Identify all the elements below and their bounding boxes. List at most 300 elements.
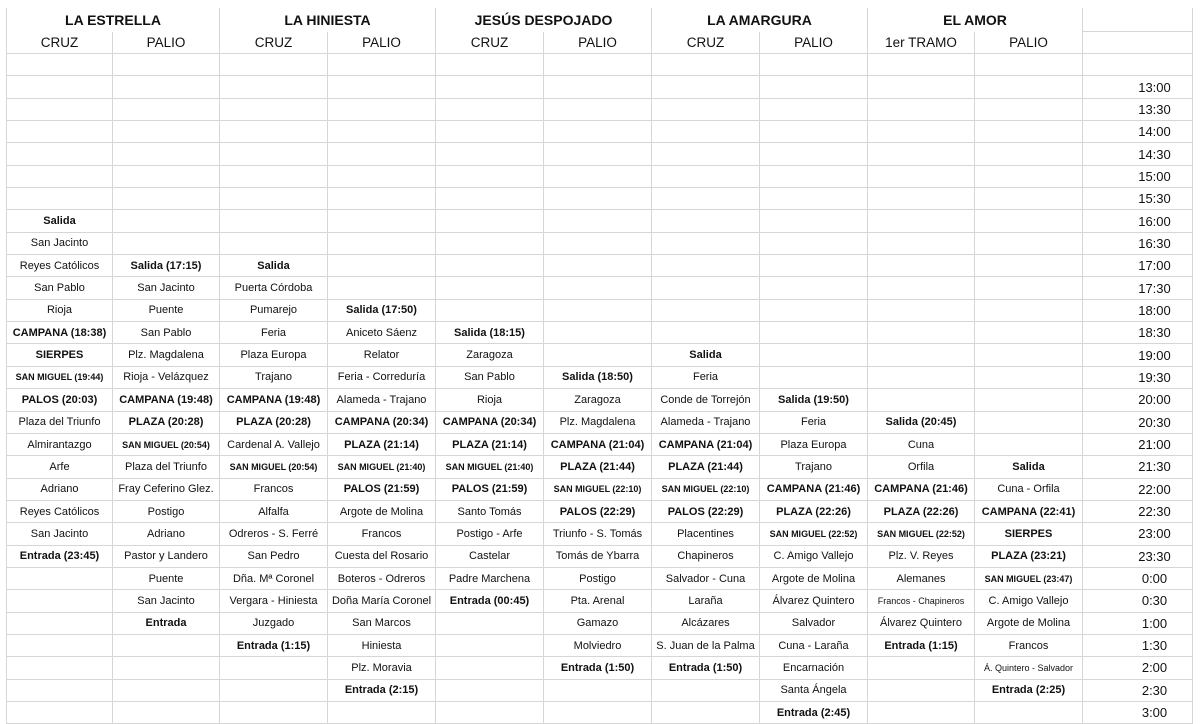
route-cell: Zaragoza <box>544 389 652 411</box>
empty-cell <box>652 76 760 98</box>
empty-cell <box>760 166 868 188</box>
route-cell: Salvador - Cuna <box>652 568 760 590</box>
route-cell: SIERPES <box>975 523 1083 545</box>
time-cell: 17:00 <box>1083 255 1193 277</box>
route-cell: Alameda - Trajano <box>652 412 760 434</box>
empty-cell <box>113 635 220 657</box>
route-cell: Francos <box>328 523 436 545</box>
empty-cell <box>652 121 760 143</box>
empty-cell <box>760 76 868 98</box>
time-cell: 15:00 <box>1083 166 1193 188</box>
time-cell: 16:30 <box>1083 233 1193 255</box>
route-cell: San Marcos <box>328 613 436 635</box>
empty-cell <box>652 300 760 322</box>
route-cell: Plaza del Triunfo <box>113 456 220 478</box>
route-cell: Feria <box>652 367 760 389</box>
route-cell: SAN MIGUEL (21:40) <box>328 456 436 478</box>
empty-cell <box>652 99 760 121</box>
route-cell: Salida (18:15) <box>436 322 544 344</box>
route-cell: Reyes Católicos <box>6 255 113 277</box>
route-cell: Argote de Molina <box>975 613 1083 635</box>
empty-cell <box>544 277 652 299</box>
route-cell: SAN MIGUEL (20:54) <box>220 456 328 478</box>
route-cell: Entrada (1:15) <box>220 635 328 657</box>
route-cell: SAN MIGUEL (20:54) <box>113 434 220 456</box>
route-cell: CAMPANA (19:48) <box>113 389 220 411</box>
empty-cell <box>6 635 113 657</box>
route-cell: Postigo <box>544 568 652 590</box>
route-cell: PALOS (22:29) <box>544 501 652 523</box>
route-cell: CAMPANA (20:34) <box>436 412 544 434</box>
route-cell: Hiniesta <box>328 635 436 657</box>
empty-cell <box>868 121 975 143</box>
column-header: PALIO <box>760 32 868 54</box>
route-cell: Rioja <box>436 389 544 411</box>
empty-cell <box>113 76 220 98</box>
empty-cell <box>868 210 975 232</box>
empty-cell <box>544 76 652 98</box>
empty-cell <box>113 233 220 255</box>
route-cell: Salida <box>220 255 328 277</box>
route-cell: Santa Ángela <box>760 680 868 702</box>
empty-cell <box>868 344 975 366</box>
empty-cell <box>328 233 436 255</box>
empty-cell <box>6 188 113 210</box>
route-cell: Placentines <box>652 523 760 545</box>
route-cell: C. Amigo Vallejo <box>760 546 868 568</box>
empty-cell <box>436 277 544 299</box>
empty-cell <box>436 210 544 232</box>
empty-cell <box>6 99 113 121</box>
schedule-table <box>6 8 1193 724</box>
route-cell: Salida (17:50) <box>328 300 436 322</box>
empty-cell <box>220 54 328 76</box>
route-cell: Cuna <box>868 434 975 456</box>
route-cell: PLAZA (21:44) <box>652 456 760 478</box>
empty-cell <box>436 143 544 165</box>
route-cell: Puerta Córdoba <box>220 277 328 299</box>
empty-cell <box>6 54 113 76</box>
route-cell: CAMPANA (19:48) <box>220 389 328 411</box>
empty-cell <box>544 166 652 188</box>
time-cell: 1:30 <box>1083 635 1193 657</box>
route-cell: Entrada (1:15) <box>868 635 975 657</box>
empty-cell <box>113 680 220 702</box>
route-cell: Plaza Europa <box>760 434 868 456</box>
route-cell: CAMPANA (21:04) <box>652 434 760 456</box>
route-cell: S. Juan de la Palma <box>652 635 760 657</box>
route-cell: Salida <box>652 344 760 366</box>
route-cell: San Jacinto <box>6 523 113 545</box>
route-cell: Álvarez Quintero <box>760 590 868 612</box>
route-cell: CAMPANA (21:46) <box>868 479 975 501</box>
route-cell: Postigo - Arfe <box>436 523 544 545</box>
route-cell: Castelar <box>436 546 544 568</box>
empty-cell <box>544 143 652 165</box>
time-cell: 13:30 <box>1083 99 1193 121</box>
column-header: CRUZ <box>436 32 544 54</box>
route-cell: San Pedro <box>220 546 328 568</box>
route-cell: Odreros - S. Ferré <box>220 523 328 545</box>
empty-cell <box>975 76 1083 98</box>
group-header: LA HINIESTA <box>220 8 436 32</box>
route-cell: Entrada (00:45) <box>436 590 544 612</box>
empty-cell <box>113 210 220 232</box>
route-cell: Francos <box>975 635 1083 657</box>
empty-cell <box>113 143 220 165</box>
route-cell: CAMPANA (21:46) <box>760 479 868 501</box>
empty-cell <box>975 412 1083 434</box>
empty-cell <box>328 143 436 165</box>
route-cell: Alameda - Trajano <box>328 389 436 411</box>
empty-cell <box>220 657 328 679</box>
route-cell: SAN MIGUEL (22:10) <box>544 479 652 501</box>
route-cell: Chapineros <box>652 546 760 568</box>
empty-cell <box>652 143 760 165</box>
empty-cell <box>328 277 436 299</box>
empty-cell <box>436 613 544 635</box>
empty-cell <box>544 233 652 255</box>
empty-cell <box>975 188 1083 210</box>
empty-cell <box>975 233 1083 255</box>
empty-cell <box>868 389 975 411</box>
route-cell: Cuna - Laraña <box>760 635 868 657</box>
time-cell: 14:30 <box>1083 143 1193 165</box>
empty-cell <box>220 188 328 210</box>
empty-cell <box>113 657 220 679</box>
route-cell: Plz. Magdalena <box>544 412 652 434</box>
route-cell: Zaragoza <box>436 344 544 366</box>
time-cell: 0:00 <box>1083 568 1193 590</box>
route-cell: Salida (17:15) <box>113 255 220 277</box>
empty-cell <box>6 76 113 98</box>
empty-cell <box>652 210 760 232</box>
route-cell: Álvarez Quintero <box>868 613 975 635</box>
empty-cell <box>760 99 868 121</box>
route-cell: Orfila <box>868 456 975 478</box>
route-cell: Almirantazgo <box>6 434 113 456</box>
time-cell: 20:30 <box>1083 412 1193 434</box>
route-cell: PLAZA (23:21) <box>975 546 1083 568</box>
empty-cell <box>220 143 328 165</box>
empty-cell <box>6 143 113 165</box>
empty-cell <box>760 300 868 322</box>
empty-cell <box>760 54 868 76</box>
route-cell: SAN MIGUEL (22:52) <box>868 523 975 545</box>
route-cell: Cuesta del Rosario <box>328 546 436 568</box>
empty-cell <box>868 255 975 277</box>
route-cell: Francos - Chapineros <box>868 590 975 612</box>
route-cell: Encarnación <box>760 657 868 679</box>
empty-cell <box>652 277 760 299</box>
time-cell: 23:00 <box>1083 523 1193 545</box>
route-cell: Salida <box>975 456 1083 478</box>
time-cell: 16:00 <box>1083 210 1193 232</box>
route-cell: CAMPANA (21:04) <box>544 434 652 456</box>
empty-cell <box>328 54 436 76</box>
empty-cell <box>868 367 975 389</box>
route-cell: PLAZA (21:14) <box>328 434 436 456</box>
route-cell: Dña. Mª Coronel <box>220 568 328 590</box>
route-cell: Adriano <box>6 479 113 501</box>
time-cell: 13:00 <box>1083 76 1193 98</box>
empty-cell <box>652 322 760 344</box>
time-cell: 15:30 <box>1083 188 1193 210</box>
route-cell: Salvador <box>760 613 868 635</box>
empty-cell <box>975 210 1083 232</box>
route-cell: Plz. Magdalena <box>113 344 220 366</box>
route-cell: Molviedro <box>544 635 652 657</box>
route-cell: C. Amigo Vallejo <box>975 590 1083 612</box>
empty-cell <box>436 300 544 322</box>
empty-cell <box>760 367 868 389</box>
time-cell: 18:00 <box>1083 300 1193 322</box>
route-cell: Vergara - Hiniesta <box>220 590 328 612</box>
empty-cell <box>544 702 652 724</box>
route-cell: Laraña <box>652 590 760 612</box>
column-header: CRUZ <box>652 32 760 54</box>
empty-cell <box>220 76 328 98</box>
empty-cell <box>652 54 760 76</box>
empty-cell <box>328 255 436 277</box>
route-cell: Feria - Correduría <box>328 367 436 389</box>
empty-cell <box>652 166 760 188</box>
column-header: 1er TRAMO <box>868 32 975 54</box>
time-cell: 22:00 <box>1083 479 1193 501</box>
empty-cell <box>328 76 436 98</box>
empty-cell <box>868 322 975 344</box>
route-cell: Santo Tomás <box>436 501 544 523</box>
group-header: EL AMOR <box>868 8 1083 32</box>
empty-cell <box>436 54 544 76</box>
route-cell: Doña María Coronel <box>328 590 436 612</box>
route-cell: Pastor y Landero <box>113 546 220 568</box>
route-cell: SAN MIGUEL (22:52) <box>760 523 868 545</box>
empty-cell <box>328 166 436 188</box>
empty-cell <box>975 344 1083 366</box>
empty-cell <box>975 434 1083 456</box>
route-cell: Tomás de Ybarra <box>544 546 652 568</box>
route-cell: Alcázares <box>652 613 760 635</box>
route-cell: PLAZA (22:26) <box>868 501 975 523</box>
route-cell: Boteros - Odreros <box>328 568 436 590</box>
time-cell: 19:00 <box>1083 344 1193 366</box>
empty-cell <box>113 166 220 188</box>
empty-cell <box>975 367 1083 389</box>
route-cell: PLAZA (21:14) <box>436 434 544 456</box>
route-cell: San Pablo <box>113 322 220 344</box>
route-cell: Á. Quintero - Salvador <box>975 657 1083 679</box>
empty-cell <box>436 702 544 724</box>
route-cell: Alfalfa <box>220 501 328 523</box>
empty-cell <box>113 702 220 724</box>
route-cell: Argote de Molina <box>760 568 868 590</box>
time-cell: 1:00 <box>1083 613 1193 635</box>
route-cell: Fray Ceferino Glez. <box>113 479 220 501</box>
empty-cell <box>868 233 975 255</box>
route-cell: San Jacinto <box>113 590 220 612</box>
empty-cell <box>975 300 1083 322</box>
time-cell: 18:30 <box>1083 322 1193 344</box>
empty-cell <box>328 121 436 143</box>
empty-cell <box>220 121 328 143</box>
empty-cell <box>220 99 328 121</box>
route-cell: Plz. Moravia <box>328 657 436 679</box>
empty-cell <box>544 255 652 277</box>
empty-cell <box>652 255 760 277</box>
route-cell: CAMPANA (22:41) <box>975 501 1083 523</box>
empty-cell <box>544 322 652 344</box>
empty-cell <box>868 300 975 322</box>
empty-cell <box>975 322 1083 344</box>
route-cell: Entrada (1:50) <box>544 657 652 679</box>
route-cell: Argote de Molina <box>328 501 436 523</box>
route-cell: Entrada (1:50) <box>652 657 760 679</box>
route-cell: PALOS (21:59) <box>436 479 544 501</box>
empty-cell <box>328 188 436 210</box>
empty-cell <box>436 635 544 657</box>
route-cell: PALOS (20:03) <box>6 389 113 411</box>
time-blank <box>1083 54 1193 76</box>
empty-cell <box>975 99 1083 121</box>
empty-cell <box>328 210 436 232</box>
route-cell: San Jacinto <box>113 277 220 299</box>
empty-cell <box>868 143 975 165</box>
route-cell: PLAZA (20:28) <box>113 412 220 434</box>
empty-cell <box>760 322 868 344</box>
empty-cell <box>6 657 113 679</box>
time-subheader-blank <box>1083 32 1193 54</box>
empty-cell <box>544 121 652 143</box>
empty-cell <box>436 657 544 679</box>
route-cell: Trajano <box>220 367 328 389</box>
route-cell: Gamazo <box>544 613 652 635</box>
route-cell: CAMPANA (18:38) <box>6 322 113 344</box>
empty-cell <box>220 166 328 188</box>
route-cell: Relator <box>328 344 436 366</box>
empty-cell <box>113 188 220 210</box>
empty-cell <box>544 300 652 322</box>
empty-cell <box>868 702 975 724</box>
empty-cell <box>6 590 113 612</box>
column-header: PALIO <box>975 32 1083 54</box>
route-cell: SAN MIGUEL (19:44) <box>6 367 113 389</box>
route-cell: PLAZA (22:26) <box>760 501 868 523</box>
route-cell: Pumarejo <box>220 300 328 322</box>
empty-cell <box>975 143 1083 165</box>
empty-cell <box>6 121 113 143</box>
route-cell: PLAZA (20:28) <box>220 412 328 434</box>
route-cell: Postigo <box>113 501 220 523</box>
empty-cell <box>760 188 868 210</box>
route-cell: PALOS (22:29) <box>652 501 760 523</box>
empty-cell <box>760 210 868 232</box>
route-cell: Feria <box>220 322 328 344</box>
route-cell: Aniceto Sáenz <box>328 322 436 344</box>
empty-cell <box>760 143 868 165</box>
route-cell: Salida (20:45) <box>868 412 975 434</box>
time-cell: 14:00 <box>1083 121 1193 143</box>
empty-cell <box>220 680 328 702</box>
time-cell: 20:00 <box>1083 389 1193 411</box>
route-cell: Entrada (2:25) <box>975 680 1083 702</box>
route-cell: Adriano <box>113 523 220 545</box>
empty-cell <box>544 344 652 366</box>
column-header: PALIO <box>113 32 220 54</box>
empty-cell <box>436 233 544 255</box>
route-cell: PALOS (21:59) <box>328 479 436 501</box>
route-cell: Entrada (2:45) <box>760 702 868 724</box>
route-cell: Rioja <box>6 300 113 322</box>
route-cell: Francos <box>220 479 328 501</box>
route-cell: Cardenal A. Vallejo <box>220 434 328 456</box>
route-cell: Entrada (23:45) <box>6 546 113 568</box>
group-header: LA AMARGURA <box>652 8 868 32</box>
route-cell: SAN MIGUEL (23:47) <box>975 568 1083 590</box>
group-header: JESÚS DESPOJADO <box>436 8 652 32</box>
route-cell: San Pablo <box>436 367 544 389</box>
route-cell: Plaza del Triunfo <box>6 412 113 434</box>
empty-cell <box>760 344 868 366</box>
route-cell: Trajano <box>760 456 868 478</box>
time-cell: 19:30 <box>1083 367 1193 389</box>
route-cell: Salida (18:50) <box>544 367 652 389</box>
time-cell: 2:00 <box>1083 657 1193 679</box>
empty-cell <box>652 702 760 724</box>
route-cell: Rioja - Velázquez <box>113 367 220 389</box>
empty-cell <box>436 255 544 277</box>
route-cell: Puente <box>113 568 220 590</box>
route-cell: SIERPES <box>6 344 113 366</box>
empty-cell <box>975 702 1083 724</box>
empty-cell <box>652 680 760 702</box>
time-header-blank <box>1083 8 1193 32</box>
empty-cell <box>113 54 220 76</box>
route-cell: Cuna - Orfila <box>975 479 1083 501</box>
empty-cell <box>436 166 544 188</box>
empty-cell <box>868 54 975 76</box>
route-cell: Juzgado <box>220 613 328 635</box>
time-cell: 22:30 <box>1083 501 1193 523</box>
empty-cell <box>6 613 113 635</box>
route-cell: Puente <box>113 300 220 322</box>
empty-cell <box>328 702 436 724</box>
empty-cell <box>868 76 975 98</box>
route-cell: San Jacinto <box>6 233 113 255</box>
empty-cell <box>975 255 1083 277</box>
route-cell: Arfe <box>6 456 113 478</box>
empty-cell <box>652 233 760 255</box>
empty-cell <box>544 99 652 121</box>
column-header: PALIO <box>328 32 436 54</box>
route-cell: Reyes Católicos <box>6 501 113 523</box>
empty-cell <box>220 210 328 232</box>
empty-cell <box>975 121 1083 143</box>
route-cell: Salida <box>6 210 113 232</box>
route-cell: Plaza Europa <box>220 344 328 366</box>
time-cell: 21:00 <box>1083 434 1193 456</box>
route-cell: Plz. V. Reyes <box>868 546 975 568</box>
route-cell: Padre Marchena <box>436 568 544 590</box>
empty-cell <box>436 76 544 98</box>
empty-cell <box>760 277 868 299</box>
route-cell: SAN MIGUEL (21:40) <box>436 456 544 478</box>
empty-cell <box>436 188 544 210</box>
empty-cell <box>760 255 868 277</box>
empty-cell <box>868 99 975 121</box>
column-header: CRUZ <box>220 32 328 54</box>
route-cell: SAN MIGUEL (22:10) <box>652 479 760 501</box>
